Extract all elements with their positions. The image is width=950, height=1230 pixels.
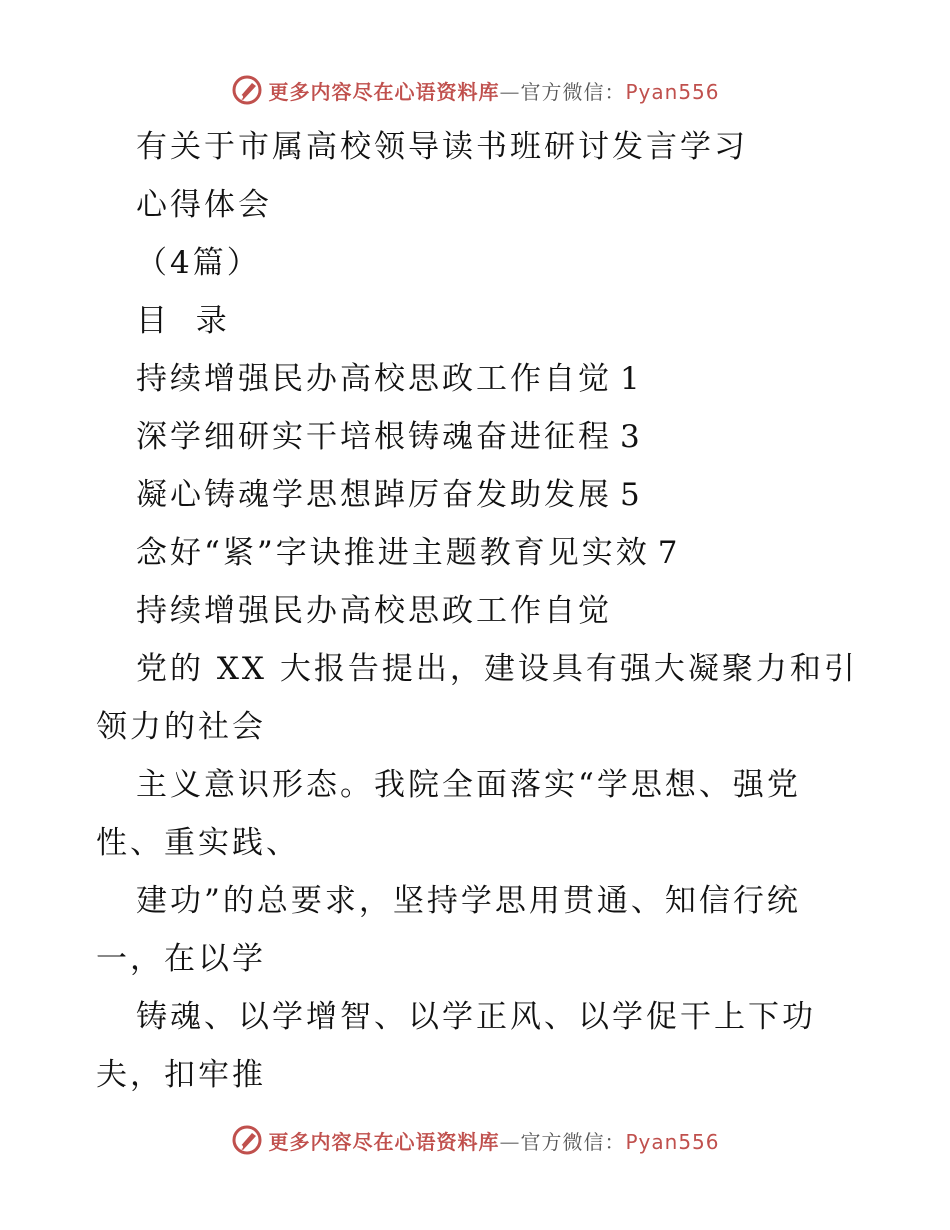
document-body [96,118,856,1104]
paragraph-line: 主义意识形态。我院全面落实“学思想、强党 [136,767,801,803]
header-banner [0,70,950,110]
toc-item-text: 凝心铸魂学思想踔厉奋发助发展 [136,477,612,513]
toc-item-page: 5 [620,477,643,513]
toc-item-page: 7 [657,535,681,571]
paragraph-line: 性、重实践、 [96,825,300,861]
toc-item-page: 3 [620,419,643,455]
paragraph-line: 领力的社会 [96,709,266,745]
section-paragraph [96,640,856,1104]
toc-item[interactable] [96,466,856,524]
footer-banner [0,1120,950,1160]
paragraph-line: 党的 XX 大报告提出，建设具有强大凝聚力和引 [136,651,858,687]
toc-item[interactable] [96,408,856,466]
doc-count: （4篇） [136,245,261,281]
banner-text: 更多内容尽在心语资料库—官方微信：Pyan556 [268,79,720,104]
toc-heading: 目 录 [136,303,230,339]
paragraph-line: 建功”的总要求，坚持学思用贯通、知信行统 [136,883,801,919]
toc-item-text: 持续增强民办高校思政工作自觉 [136,361,612,397]
doc-title-line2: 心得体会 [136,187,272,223]
toc-item-text: 念好“紧”字诀推进主题教育见实效 [136,535,650,571]
toc-item-text: 深学细研实干培根铸魂奋进征程 [136,419,612,455]
doc-title-line1: 有关于市属高校领导读书班研讨发言学习 [136,129,748,165]
paragraph-line: 一，在以学 [96,941,266,977]
toc-item-page: 1 [620,361,643,397]
pen-logo-icon [230,73,264,107]
toc-list [96,350,856,582]
pen-logo-icon [230,1123,264,1157]
toc-item[interactable] [96,524,856,582]
banner-text: 更多内容尽在心语资料库—官方微信：Pyan556 [268,1129,720,1154]
paragraph-line: 铸魂、以学增智、以学正风、以学促干上下功 [136,999,816,1035]
paragraph-line: 夫，扣牢推 [96,1057,266,1093]
toc-item[interactable] [96,350,856,408]
section-heading: 持续增强民办高校思政工作自觉 [136,593,612,629]
